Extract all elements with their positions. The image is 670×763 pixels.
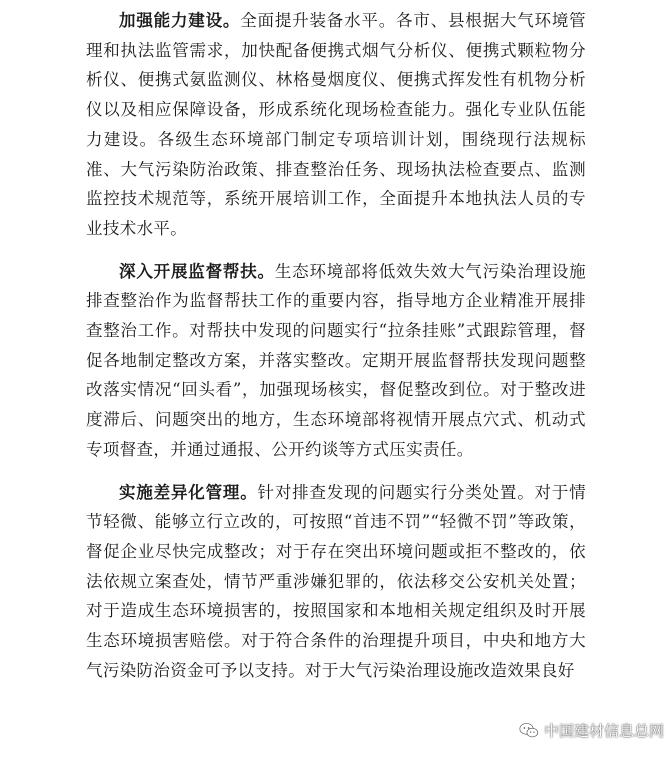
paragraph-body: 针对排查发现的问题实行分类处置。对于情节轻微、能够立行立改的，可按照“首违不罚”“轻微不罚”等政策，督促企业尽快完成整改；对于存在突出环境问题或拒不整改的，依法依规立案查处，情节严重涉嫌犯罪的，依法移交公安机关处置；对于造成生态环境损害的，按照国家和本地相关规定组织及时开展生态环境损害赔偿。对于符合条件的治理提升项目，中央和地方大气污染防治资金可予以支持。对于大气污染治理设施改造效果良好	[86, 482, 586, 680]
wechat-icon	[519, 722, 539, 739]
paragraph-body: 全面提升装备水平。各市、县根据大气环境管理和执法监管需求，加快配备便携式烟气分析仪、便携式颗粒物分析仪、便携式氨监测仪、林格曼烟度仪、便携式挥发性有机物分析仪以及相应保障设备，形成系统化现场检查能力。强化专业队伍能力建设。各级生态环境部门制定专项培训计划，围绕现行法规标准、大气污染防治政策、排查整治任务、现场执法检查要点、监测监控技术规范等，系统开展培训工作，全面提升本地执法人员的专业技术水平。	[86, 11, 587, 238]
paragraph-body: 生态环境部将低效失效大气污染治理设施排查整治作为监督帮扶工作的重要内容，指导地方企业精准开展排查整治工作。对帮扶中发现的问题实行“拉条挂账”式跟踪管理，督促各地制定整改方案，并落实整改。定期开展监督帮扶发现问题整改落实情况“回头看”，加强现场核实，督促整改到位。对于整改进度滞后、问题突出的地方，生态环境部将视情开展点穴式、机动式专项督查，并通过通报、公开约谈等方式压实责任。	[86, 261, 586, 459]
document-page	[86, 6, 586, 698]
paragraph-lead: 加强能力建设。	[119, 11, 241, 30]
paragraph-lead: 实施差异化管理。	[119, 482, 258, 502]
paragraph-capacity-building	[86, 6, 586, 244]
paragraph-lead: 深入开展监督帮扶。	[119, 261, 275, 281]
watermark-text: 中国建材信息总网	[543, 722, 664, 740]
paragraph-supervision-assistance	[86, 257, 586, 465]
watermark	[519, 720, 664, 741]
paragraph-differentiated-management	[86, 478, 586, 686]
